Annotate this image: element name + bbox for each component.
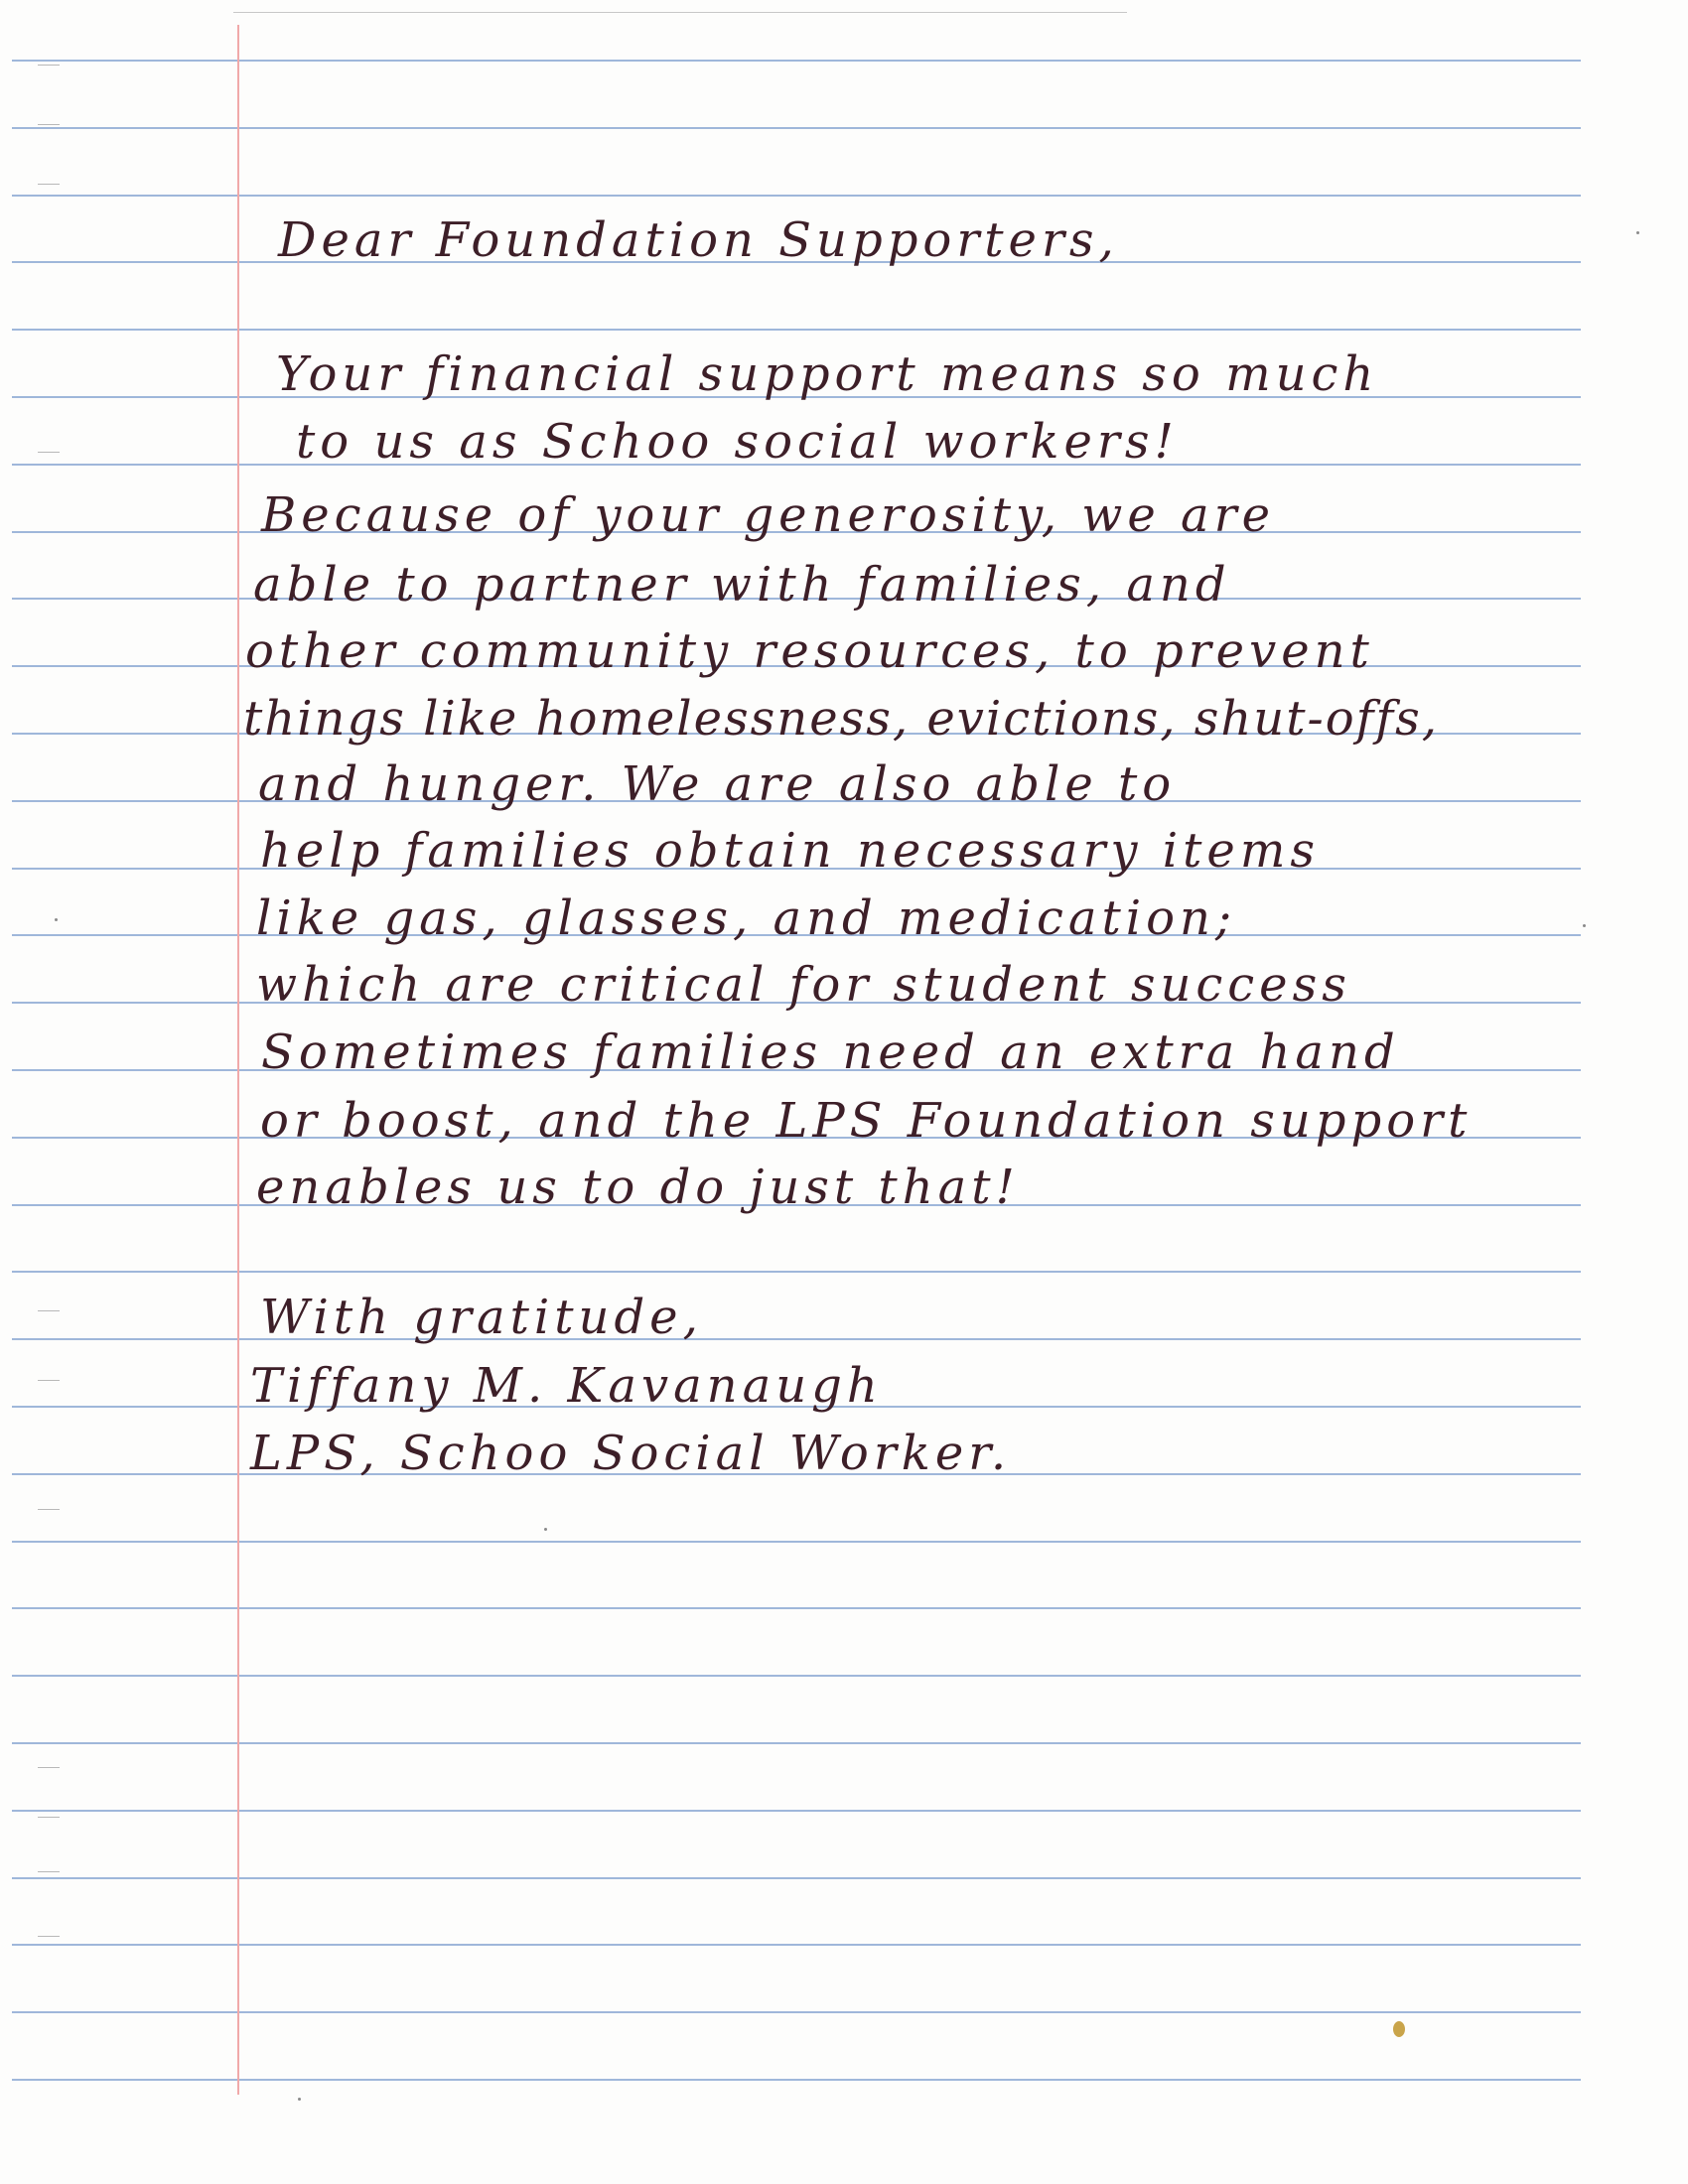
paper-dot [1636, 231, 1639, 234]
paper-stain-speck [1393, 2021, 1405, 2037]
body-line-4: able to partner with families, and [253, 557, 1231, 613]
body-line-8: help families obtain necessary items [260, 823, 1320, 879]
body-line-1: Your financial support means so much [276, 346, 1379, 402]
hole-punch-tick [38, 184, 60, 185]
ruled-line [12, 2011, 1581, 2013]
hole-punch-tick [38, 65, 60, 66]
body-line-2: to us as Schoo social workers! [296, 414, 1179, 470]
ruled-line [12, 1541, 1581, 1543]
paper-top-edge [233, 12, 1127, 13]
ruled-line [12, 1675, 1581, 1677]
ruled-line [12, 1607, 1581, 1609]
letter-salutation: Dear Foundation Supporters, [278, 212, 1119, 268]
ruled-line [12, 127, 1581, 129]
signature-name: Tiffany M. Kavanaugh [250, 1358, 883, 1414]
body-line-7: and hunger. We are also able to [258, 756, 1177, 812]
body-line-10: which are critical for student success [256, 957, 1351, 1013]
letter-closing: With gratitude, [260, 1290, 703, 1345]
red-margin-line [237, 25, 239, 2095]
paper-dot [55, 918, 58, 921]
ruled-line [12, 1271, 1581, 1273]
body-line-9: like gas, glasses, and medication; [256, 890, 1237, 946]
ruled-line [12, 1877, 1581, 1879]
hole-punch-tick [38, 1936, 60, 1937]
ruled-line [12, 1742, 1581, 1744]
body-line-5: other community resources, to prevent [245, 623, 1374, 679]
ruled-line [12, 195, 1581, 197]
body-line-12: or boost, and the LPS Foundation support [260, 1093, 1473, 1149]
hole-punch-tick [38, 124, 60, 125]
body-line-3: Because of your generosity, we are [261, 487, 1275, 543]
ruled-line [12, 1944, 1581, 1946]
paper-dot [1583, 924, 1586, 927]
hole-punch-tick [38, 1380, 60, 1381]
paper-dot [544, 1528, 547, 1531]
hole-punch-tick [38, 1509, 60, 1510]
hole-punch-tick [38, 452, 60, 453]
ruled-line [12, 1338, 1581, 1340]
body-line-11: Sometimes families need an extra hand [261, 1024, 1400, 1080]
ruled-line [12, 60, 1581, 62]
hole-punch-tick [38, 1817, 60, 1818]
body-line-13: enables us to do just that! [256, 1160, 1020, 1215]
hole-punch-tick [38, 1767, 60, 1768]
ruled-line [12, 2079, 1581, 2081]
hole-punch-tick [38, 1871, 60, 1872]
body-line-6: things like homelessness, evictions, shut-offs, [243, 691, 1440, 747]
hole-punch-tick [38, 1310, 60, 1311]
ruled-line [12, 329, 1581, 331]
ruled-line [12, 1810, 1581, 1812]
signature-title: LPS, Schoo Social Worker. [250, 1426, 1012, 1481]
paper-dot [298, 2098, 301, 2101]
